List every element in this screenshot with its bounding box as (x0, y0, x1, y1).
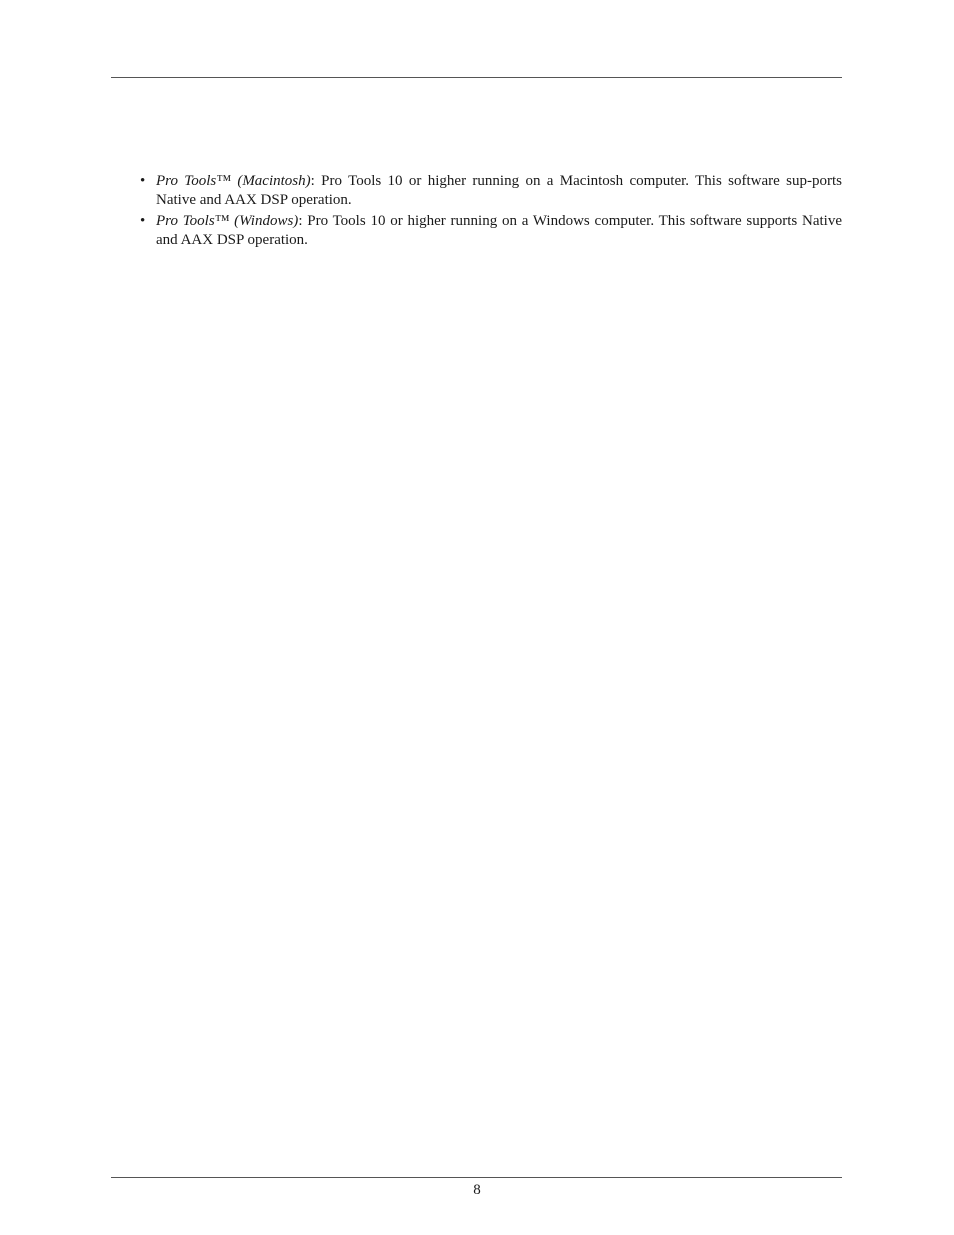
bullet-glyph: • (140, 213, 146, 229)
bullet-glyph: • (140, 173, 146, 189)
list-item (111, 212, 842, 250)
footer-rule (111, 1177, 842, 1178)
item-description: : Pro Tools 10 or higher running on a Windows computer. This software supports Native and AAX DSP operation. (156, 213, 843, 248)
item-description: : Pro Tools 10 or higher running on a Macintosh computer. This software sup-ports Native and AAX DSP operation. (156, 173, 842, 208)
page-number: 8 (473, 1182, 481, 1198)
product-name: Pro Tools™ (Macintosh) (156, 173, 311, 189)
list-item (111, 172, 842, 210)
requirements-list (111, 172, 842, 250)
page-content (111, 172, 842, 252)
header-rule (111, 77, 842, 78)
product-name: Pro Tools™ (Windows) (156, 213, 299, 229)
